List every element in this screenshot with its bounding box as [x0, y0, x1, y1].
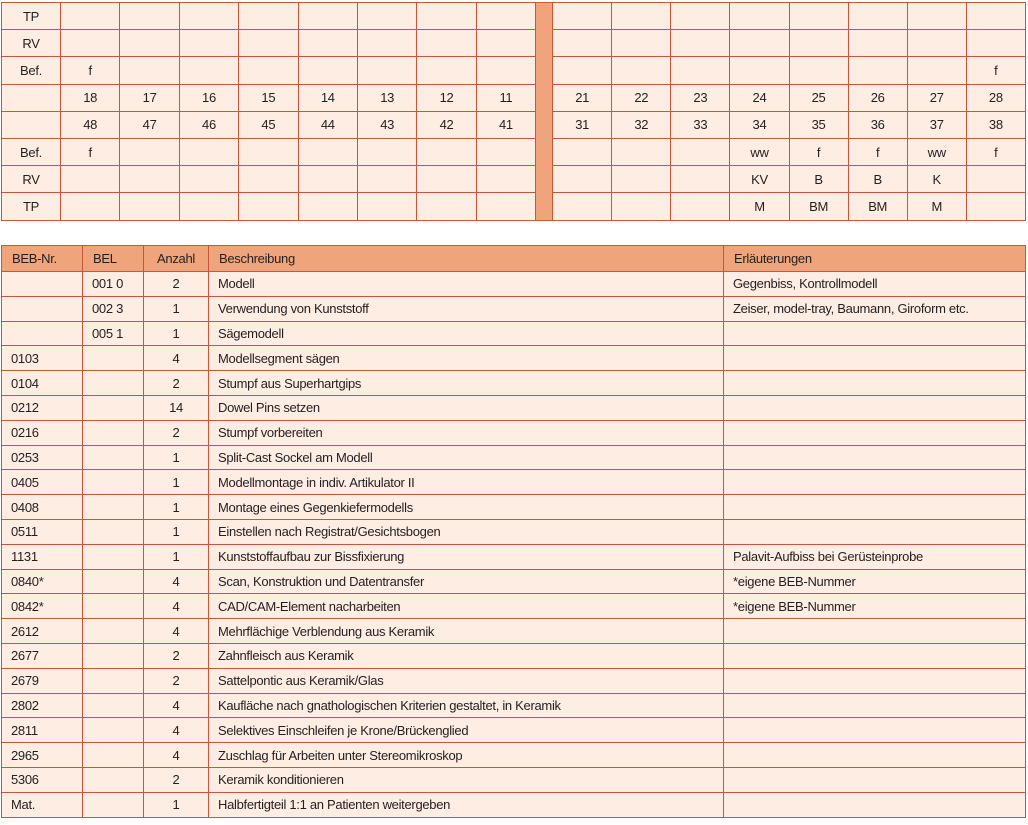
row-label: Bef.	[2, 57, 61, 84]
tooth-cell	[476, 166, 535, 193]
anzahl-cell: 4	[144, 743, 209, 768]
erlaeuterungen-cell	[724, 371, 1026, 396]
beschreibung-cell: Dowel Pins setzen	[209, 395, 724, 420]
erlaeuterungen-cell	[724, 767, 1026, 792]
bel-cell	[83, 693, 144, 718]
tooth-cell: 16	[179, 84, 238, 111]
bel-cell	[83, 743, 144, 768]
bel-cell	[83, 445, 144, 470]
header-bel: BEL	[83, 246, 144, 272]
row-label: Bef.	[2, 138, 61, 165]
tooth-cell	[612, 3, 671, 30]
beschreibung-cell: Zuschlag für Arbeiten unter Stereomikroskop	[209, 743, 724, 768]
tooth-cell	[476, 30, 535, 57]
tooth-cell: 32	[612, 111, 671, 138]
anzahl-cell: 4	[144, 693, 209, 718]
tooth-cell: 11	[476, 84, 535, 111]
tooth-cell: f	[61, 138, 120, 165]
beb-nr-cell: 0216	[2, 420, 83, 445]
beb-nr-cell: 0103	[2, 346, 83, 371]
tooth-cell	[612, 57, 671, 84]
row-label: TP	[2, 193, 61, 220]
row-label: TP	[2, 3, 61, 30]
tooth-cell: B	[789, 166, 848, 193]
beschreibung-cell: Kaufläche nach gnathologischen Kriterien gestaltet, in Keramik	[209, 693, 724, 718]
tooth-chart-row	[2, 57, 1026, 84]
tooth-cell: 28	[966, 84, 1025, 111]
beschreibung-cell: Stumpf aus Superhartgips	[209, 371, 724, 396]
tooth-cell	[789, 57, 848, 84]
erlaeuterungen-cell	[724, 743, 1026, 768]
beb-nr-cell: 0405	[2, 470, 83, 495]
bel-cell	[83, 371, 144, 396]
beb-nr-cell: 2612	[2, 619, 83, 644]
table-row	[2, 346, 1026, 371]
table-row	[2, 495, 1026, 520]
tooth-cell	[357, 30, 416, 57]
table-row	[2, 718, 1026, 743]
tooth-cell: 36	[848, 111, 907, 138]
tooth-cell	[553, 166, 612, 193]
tooth-cell	[120, 166, 179, 193]
tooth-cell: 25	[789, 84, 848, 111]
tooth-cell	[239, 193, 298, 220]
quadrant-divider	[536, 3, 553, 221]
tooth-cell	[61, 166, 120, 193]
tooth-cell	[671, 3, 730, 30]
beb-nr-cell	[2, 321, 83, 346]
table-row	[2, 321, 1026, 346]
tooth-cell	[553, 3, 612, 30]
tooth-cell: 46	[179, 111, 238, 138]
beb-nr-cell: 0212	[2, 395, 83, 420]
tooth-cell	[120, 30, 179, 57]
tooth-cell	[612, 193, 671, 220]
tooth-cell: 22	[612, 84, 671, 111]
tooth-cell: M	[730, 193, 789, 220]
tooth-cell	[671, 138, 730, 165]
tooth-cell: 18	[61, 84, 120, 111]
beschreibung-cell: Mehrflächige Verblendung aus Keramik	[209, 619, 724, 644]
tooth-cell: 27	[907, 84, 966, 111]
tooth-cell: f	[966, 138, 1025, 165]
tooth-cell	[612, 138, 671, 165]
tooth-cell	[357, 193, 416, 220]
tooth-cell: BM	[848, 193, 907, 220]
tooth-cell	[848, 57, 907, 84]
bel-cell	[83, 594, 144, 619]
row-label	[2, 111, 61, 138]
tooth-cell: 12	[417, 84, 476, 111]
beschreibung-cell: Sägemodell	[209, 321, 724, 346]
anzahl-cell: 2	[144, 272, 209, 297]
beschreibung-cell: Zahnfleisch aus Keramik	[209, 643, 724, 668]
erlaeuterungen-cell: *eigene BEB-Nummer	[724, 594, 1026, 619]
bel-cell	[83, 668, 144, 693]
bel-cell	[83, 470, 144, 495]
beb-nr-cell: 2811	[2, 718, 83, 743]
erlaeuterungen-cell	[724, 420, 1026, 445]
header-beschreibung: Beschreibung	[209, 246, 724, 272]
erlaeuterungen-cell	[724, 792, 1026, 817]
tooth-cell	[671, 30, 730, 57]
tooth-cell	[357, 166, 416, 193]
beb-nr-cell: 2679	[2, 668, 83, 693]
tooth-cell	[239, 57, 298, 84]
tooth-cell: f	[848, 138, 907, 165]
tooth-cell	[553, 30, 612, 57]
table-row	[2, 668, 1026, 693]
erlaeuterungen-cell	[724, 346, 1026, 371]
tooth-cell: ww	[907, 138, 966, 165]
tooth-cell: 38	[966, 111, 1025, 138]
tooth-cell	[417, 30, 476, 57]
header-erlaeuterungen: Erläuterungen	[724, 246, 1026, 272]
anzahl-cell: 14	[144, 395, 209, 420]
tooth-cell	[553, 57, 612, 84]
tooth-cell	[417, 193, 476, 220]
table-row	[2, 693, 1026, 718]
tooth-cell	[966, 166, 1025, 193]
tooth-cell: B	[848, 166, 907, 193]
erlaeuterungen-cell	[724, 445, 1026, 470]
tooth-cell: 31	[553, 111, 612, 138]
bel-cell	[83, 569, 144, 594]
tooth-cell	[671, 166, 730, 193]
tooth-cell	[120, 193, 179, 220]
tooth-cell	[476, 138, 535, 165]
tooth-cell: 47	[120, 111, 179, 138]
tooth-chart-row	[2, 193, 1026, 220]
anzahl-cell: 1	[144, 792, 209, 817]
anzahl-cell: 1	[144, 495, 209, 520]
tooth-cell	[907, 30, 966, 57]
tooth-cell	[61, 3, 120, 30]
table-row	[2, 619, 1026, 644]
beb-nr-cell: 0104	[2, 371, 83, 396]
table-row	[2, 420, 1026, 445]
beschreibung-cell: Modellmontage in indiv. Artikulator II	[209, 470, 724, 495]
beb-header-row	[2, 246, 1026, 272]
tooth-cell	[553, 193, 612, 220]
erlaeuterungen-cell	[724, 495, 1026, 520]
tooth-chart-row	[2, 3, 1026, 30]
tooth-cell: f	[966, 57, 1025, 84]
beschreibung-cell: Einstellen nach Registrat/Gesichtsbogen	[209, 519, 724, 544]
tooth-cell	[179, 193, 238, 220]
tooth-cell	[298, 138, 357, 165]
tooth-cell	[417, 166, 476, 193]
tooth-cell: 37	[907, 111, 966, 138]
tooth-cell: 15	[239, 84, 298, 111]
beschreibung-cell: Selektives Einschleifen je Krone/Brückenglied	[209, 718, 724, 743]
beschreibung-cell: Keramik konditionieren	[209, 767, 724, 792]
anzahl-cell: 1	[144, 321, 209, 346]
beschreibung-cell: CAD/CAM-Element nacharbeiten	[209, 594, 724, 619]
erlaeuterungen-cell	[724, 668, 1026, 693]
tooth-cell: 48	[61, 111, 120, 138]
bel-cell	[83, 718, 144, 743]
tooth-cell	[120, 138, 179, 165]
tooth-cell: K	[907, 166, 966, 193]
tooth-cell: 44	[298, 111, 357, 138]
tooth-cell: 23	[671, 84, 730, 111]
tooth-cell: 17	[120, 84, 179, 111]
tooth-cell	[357, 3, 416, 30]
tooth-cell	[179, 30, 238, 57]
tooth-cell	[553, 138, 612, 165]
tooth-cell	[671, 193, 730, 220]
beb-nr-cell: 0842*	[2, 594, 83, 619]
tooth-cell	[730, 57, 789, 84]
tooth-cell: 24	[730, 84, 789, 111]
tooth-cell: 13	[357, 84, 416, 111]
bel-cell: 001 0	[83, 272, 144, 297]
tooth-cell	[239, 3, 298, 30]
tooth-cell	[966, 193, 1025, 220]
beb-nr-cell: 2802	[2, 693, 83, 718]
anzahl-cell: 4	[144, 619, 209, 644]
tooth-cell	[120, 57, 179, 84]
beschreibung-cell: Verwendung von Kunststoff	[209, 296, 724, 321]
tooth-cell	[671, 57, 730, 84]
anzahl-cell: 2	[144, 668, 209, 693]
bel-cell	[83, 519, 144, 544]
bel-cell	[83, 792, 144, 817]
tooth-cell	[179, 166, 238, 193]
table-row	[2, 445, 1026, 470]
tooth-cell: BM	[789, 193, 848, 220]
row-label	[2, 84, 61, 111]
bel-cell	[83, 420, 144, 445]
anzahl-cell: 4	[144, 718, 209, 743]
bel-cell	[83, 619, 144, 644]
anzahl-cell: 2	[144, 371, 209, 396]
tooth-cell: f	[789, 138, 848, 165]
tooth-cell	[298, 57, 357, 84]
tooth-cell	[239, 166, 298, 193]
beschreibung-cell: Sattelpontic aus Keramik/Glas	[209, 668, 724, 693]
tooth-cell: 33	[671, 111, 730, 138]
anzahl-cell: 4	[144, 594, 209, 619]
tooth-cell: 26	[848, 84, 907, 111]
beb-nr-cell	[2, 272, 83, 297]
beb-nr-cell: 5306	[2, 767, 83, 792]
tooth-cell	[848, 30, 907, 57]
anzahl-cell: 1	[144, 445, 209, 470]
anzahl-cell: 2	[144, 420, 209, 445]
tooth-chart-row	[2, 84, 1026, 111]
tooth-cell	[476, 3, 535, 30]
beb-nr-cell: 1131	[2, 544, 83, 569]
table-row	[2, 395, 1026, 420]
erlaeuterungen-cell: Gegenbiss, Kontrollmodell	[724, 272, 1026, 297]
bel-cell	[83, 495, 144, 520]
tooth-chart	[1, 2, 1026, 221]
bel-cell	[83, 346, 144, 371]
tooth-cell: f	[61, 57, 120, 84]
tooth-cell	[357, 57, 416, 84]
erlaeuterungen-cell	[724, 321, 1026, 346]
beb-nr-cell	[2, 296, 83, 321]
tooth-cell	[298, 30, 357, 57]
tooth-cell	[966, 30, 1025, 57]
beschreibung-cell: Scan, Konstruktion und Datentransfer	[209, 569, 724, 594]
tooth-cell	[966, 3, 1025, 30]
beschreibung-cell: Split-Cast Sockel am Modell	[209, 445, 724, 470]
tooth-cell	[476, 193, 535, 220]
table-row	[2, 544, 1026, 569]
table-row	[2, 792, 1026, 817]
tooth-cell	[357, 138, 416, 165]
tooth-cell	[848, 3, 907, 30]
table-row	[2, 767, 1026, 792]
tooth-cell	[298, 3, 357, 30]
table-row	[2, 594, 1026, 619]
header-anzahl: Anzahl	[144, 246, 209, 272]
tooth-cell	[239, 138, 298, 165]
tooth-cell	[789, 30, 848, 57]
tooth-cell	[417, 138, 476, 165]
header-beb-nr: BEB-Nr.	[2, 246, 83, 272]
anzahl-cell: 1	[144, 519, 209, 544]
tooth-cell: 14	[298, 84, 357, 111]
tooth-cell	[907, 57, 966, 84]
tooth-cell	[61, 30, 120, 57]
tooth-chart-row	[2, 30, 1026, 57]
tooth-cell	[789, 3, 848, 30]
anzahl-cell: 1	[144, 470, 209, 495]
tooth-cell	[417, 3, 476, 30]
tooth-cell: M	[907, 193, 966, 220]
table-row	[2, 470, 1026, 495]
tooth-cell	[179, 138, 238, 165]
anzahl-cell: 4	[144, 569, 209, 594]
bel-cell	[83, 395, 144, 420]
tooth-cell	[120, 3, 179, 30]
beb-nr-cell: Mat.	[2, 792, 83, 817]
beb-nr-cell: 0840*	[2, 569, 83, 594]
table-row	[2, 569, 1026, 594]
bel-cell: 005 1	[83, 321, 144, 346]
beschreibung-cell: Halbfertigteil 1:1 an Patienten weitergeben	[209, 792, 724, 817]
anzahl-cell: 1	[144, 544, 209, 569]
erlaeuterungen-cell	[724, 519, 1026, 544]
beschreibung-cell: Modell	[209, 272, 724, 297]
tooth-cell	[907, 3, 966, 30]
tooth-cell	[612, 166, 671, 193]
tooth-cell: 42	[417, 111, 476, 138]
beb-nr-cell: 0408	[2, 495, 83, 520]
erlaeuterungen-cell	[724, 395, 1026, 420]
tooth-cell	[239, 30, 298, 57]
table-row	[2, 743, 1026, 768]
tooth-cell	[476, 57, 535, 84]
tooth-cell: 35	[789, 111, 848, 138]
anzahl-cell: 1	[144, 296, 209, 321]
tooth-cell: 45	[239, 111, 298, 138]
table-row	[2, 296, 1026, 321]
tooth-cell	[298, 166, 357, 193]
tooth-cell: 34	[730, 111, 789, 138]
tooth-cell	[179, 3, 238, 30]
erlaeuterungen-cell: Zeiser, model-tray, Baumann, Giroform etc.	[724, 296, 1026, 321]
erlaeuterungen-cell	[724, 643, 1026, 668]
tooth-chart-row	[2, 138, 1026, 165]
beb-nr-cell: 2965	[2, 743, 83, 768]
anzahl-cell: 2	[144, 767, 209, 792]
table-row	[2, 371, 1026, 396]
beschreibung-cell: Modellsegment sägen	[209, 346, 724, 371]
row-label: RV	[2, 166, 61, 193]
table-row	[2, 643, 1026, 668]
anzahl-cell: 4	[144, 346, 209, 371]
bel-cell	[83, 767, 144, 792]
beb-nr-cell: 0253	[2, 445, 83, 470]
tooth-chart-row	[2, 111, 1026, 138]
erlaeuterungen-cell	[724, 693, 1026, 718]
beschreibung-cell: Stumpf vorbereiten	[209, 420, 724, 445]
tooth-cell: 21	[553, 84, 612, 111]
bel-cell	[83, 643, 144, 668]
beb-nr-cell: 0511	[2, 519, 83, 544]
tooth-cell	[298, 193, 357, 220]
beb-table	[1, 245, 1026, 818]
beb-nr-cell: 2677	[2, 643, 83, 668]
bel-cell	[83, 544, 144, 569]
anzahl-cell: 2	[144, 643, 209, 668]
tooth-cell	[179, 57, 238, 84]
bel-cell: 002 3	[83, 296, 144, 321]
tooth-cell: 41	[476, 111, 535, 138]
tooth-cell	[417, 57, 476, 84]
tooth-cell: ww	[730, 138, 789, 165]
tooth-chart-row	[2, 166, 1026, 193]
tooth-cell	[612, 30, 671, 57]
table-row	[2, 272, 1026, 297]
erlaeuterungen-cell	[724, 718, 1026, 743]
erlaeuterungen-cell	[724, 619, 1026, 644]
tooth-cell: KV	[730, 166, 789, 193]
beschreibung-cell: Kunststoffaufbau zur Bissfixierung	[209, 544, 724, 569]
row-label: RV	[2, 30, 61, 57]
tooth-cell	[730, 30, 789, 57]
table-row	[2, 519, 1026, 544]
tooth-cell	[61, 193, 120, 220]
erlaeuterungen-cell	[724, 470, 1026, 495]
erlaeuterungen-cell: Palavit-Aufbiss bei Gerüsteinprobe	[724, 544, 1026, 569]
tooth-cell	[730, 3, 789, 30]
tooth-cell: 43	[357, 111, 416, 138]
erlaeuterungen-cell: *eigene BEB-Nummer	[724, 569, 1026, 594]
beschreibung-cell: Montage eines Gegenkiefermodells	[209, 495, 724, 520]
